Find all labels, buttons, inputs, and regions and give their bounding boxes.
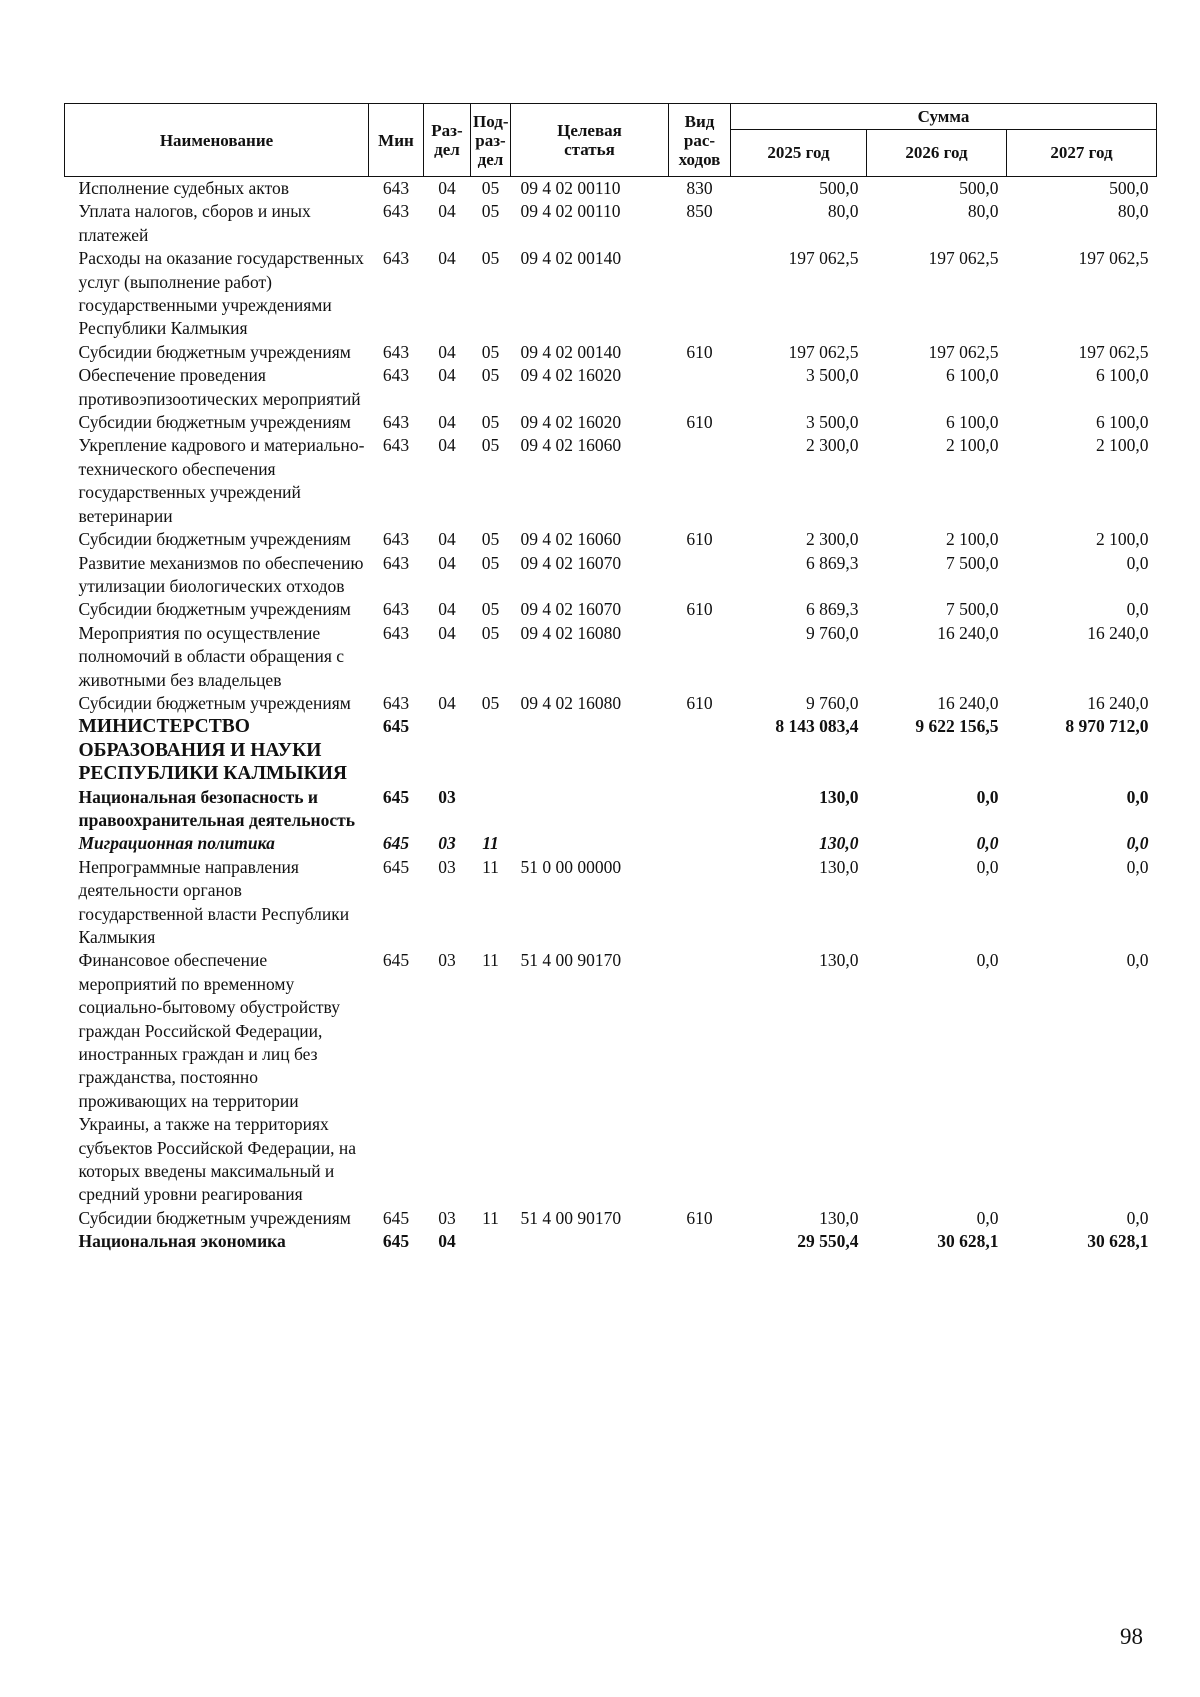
cell-vid-rashodov — [669, 552, 731, 599]
cell-vid-rashodov: 850 — [686, 201, 713, 222]
cell-min: 643 — [382, 201, 410, 222]
cell-sum-2025: 2 300,0 — [806, 529, 859, 550]
cell-podrazdel — [471, 1230, 511, 1253]
cell-vid-rashodov — [669, 1230, 731, 1253]
table-row — [65, 622, 1157, 692]
table-row — [65, 434, 1157, 528]
cell-sum-2026: 500,0 — [959, 178, 999, 198]
cell-podrazdel: 05 — [481, 622, 500, 643]
cell-celevaya-statya: 09 4 02 16060 — [520, 435, 622, 456]
cell-sum-2025: 197 062,5 — [788, 341, 859, 362]
cell-name: Субсидии бюджетным учреждениям — [78, 529, 351, 550]
cell-podrazdel: 05 — [481, 552, 500, 573]
cell-vid-rashodov — [669, 434, 731, 528]
table-row — [65, 341, 1157, 364]
cell-sum-2025: 130,0 — [819, 950, 859, 971]
cell-podrazdel: 05 — [481, 201, 500, 222]
cell-min: 643 — [382, 552, 410, 573]
cell-vid-rashodov — [669, 247, 731, 341]
cell-name: Субсидии бюджетным учреждениям — [78, 341, 351, 362]
cell-sum-2025: 6 869,3 — [806, 599, 859, 620]
header-year-2027: 2027 год — [1007, 129, 1157, 176]
cell-podrazdel: 05 — [481, 248, 500, 269]
cell-razdel: 04 — [438, 201, 456, 222]
cell-podrazdel: 05 — [481, 435, 500, 456]
table-row — [65, 411, 1157, 434]
cell-vid-rashodov — [669, 786, 731, 833]
cell-name: МИНИСТЕРСТВО ОБРАЗОВАНИЯ И НАУКИ РЕСПУБЛИКИ КАЛМЫКИЯ — [78, 716, 347, 785]
cell-sum-2026: 0,0 — [976, 786, 999, 807]
cell-sum-2026: 6 100,0 — [946, 365, 999, 386]
header-year-2025: 2025 год — [731, 129, 867, 176]
cell-sum-2026: 9 622 156,5 — [915, 716, 999, 737]
cell-name: Миграционная политика — [78, 833, 275, 854]
cell-sum-2026: 2 100,0 — [946, 529, 999, 550]
cell-name: Непрограммные направления деятельности органов государственной власти Республики Калмыкия — [78, 856, 350, 947]
cell-min: 645 — [382, 1231, 410, 1252]
cell-sum-2025: 3 500,0 — [806, 412, 859, 433]
cell-min: 645 — [382, 950, 410, 971]
cell-sum-2026: 197 062,5 — [928, 248, 999, 269]
cell-min: 643 — [382, 435, 410, 456]
cell-vid-rashodov — [669, 949, 731, 1206]
cell-sum-2025: 3 500,0 — [806, 365, 859, 386]
cell-celevaya-statya: 51 0 00 00000 — [520, 856, 622, 877]
cell-podrazdel: 05 — [481, 341, 500, 362]
cell-sum-2025: 197 062,5 — [788, 248, 859, 269]
cell-razdel: 04 — [438, 552, 456, 573]
cell-min: 643 — [382, 248, 410, 269]
header-razdel: Раз- дел — [424, 104, 471, 177]
cell-sum-2025: 6 869,3 — [806, 552, 859, 573]
cell-min: 643 — [382, 341, 410, 362]
cell-celevaya-statya — [511, 832, 669, 855]
budget-table — [64, 103, 1157, 1254]
cell-sum-2027: 0,0 — [1126, 833, 1149, 854]
cell-sum-2026: 6 100,0 — [946, 412, 999, 433]
table-row — [65, 786, 1157, 833]
cell-min: 645 — [382, 833, 410, 854]
cell-sum-2026: 0,0 — [976, 950, 999, 971]
cell-sum-2026: 197 062,5 — [928, 341, 999, 362]
table-body — [65, 177, 1157, 1254]
header-name: Наименование — [65, 104, 369, 177]
cell-sum-2027: 2 100,0 — [1096, 529, 1149, 550]
cell-razdel: 04 — [438, 599, 456, 620]
cell-vid-rashodov: 610 — [686, 529, 713, 550]
cell-razdel: 04 — [438, 341, 456, 362]
cell-podrazdel: 05 — [481, 412, 500, 433]
cell-name: Мероприятия по осуществление полномочий в области обращения с животными без владельцев — [78, 622, 345, 690]
cell-sum-2027: 500,0 — [1109, 178, 1149, 198]
cell-name: Уплата налогов, сборов и иных платежей — [78, 201, 311, 245]
cell-sum-2025: 29 550,4 — [797, 1231, 859, 1252]
cell-sum-2027: 0,0 — [1126, 856, 1149, 877]
cell-sum-2025: 130,0 — [819, 833, 859, 854]
cell-min: 645 — [382, 716, 410, 737]
cell-vid-rashodov: 610 — [686, 1207, 713, 1228]
page-number: 98 — [1120, 1624, 1143, 1649]
cell-razdel: 04 — [438, 1231, 456, 1252]
cell-sum-2027: 8 970 712,0 — [1065, 716, 1149, 737]
cell-celevaya-statya: 09 4 02 16020 — [520, 412, 622, 433]
cell-sum-2026: 0,0 — [976, 856, 999, 877]
table-row — [65, 552, 1157, 599]
table-header — [65, 104, 1157, 177]
cell-vid-rashodov: 610 — [686, 599, 713, 620]
cell-name: Обеспечение проведения противоэпизоотических мероприятий — [78, 365, 361, 409]
cell-celevaya-statya: 09 4 02 16080 — [520, 692, 622, 713]
cell-podrazdel: 11 — [482, 950, 499, 971]
cell-name: Финансовое обеспечение мероприятий по временному социально-бытовому обустройству граждан Российской Федерации, иностранных граждан и лиц без гражданства, постоянно проживающих на территории Украины, а также на территориях субъектов Российской Федерации, на которых введены максимальный и средний уровни реагирования — [78, 950, 357, 1205]
cell-sum-2026: 7 500,0 — [946, 552, 999, 573]
cell-razdel: 03 — [438, 786, 456, 807]
cell-vid-rashodov: 830 — [686, 178, 713, 198]
header-min: Мин — [369, 104, 424, 177]
cell-sum-2025: 9 760,0 — [806, 622, 859, 643]
cell-podrazdel — [471, 715, 511, 785]
cell-vid-rashodov: 610 — [686, 412, 713, 433]
cell-sum-2026: 16 240,0 — [937, 692, 999, 713]
cell-min: 643 — [382, 692, 410, 713]
header-vid-rashodov: Вид рас- ходов — [669, 104, 731, 177]
cell-sum-2025: 130,0 — [819, 786, 859, 807]
cell-razdel: 04 — [438, 622, 456, 643]
cell-podrazdel: 05 — [481, 365, 500, 386]
cell-sum-2027: 0,0 — [1126, 950, 1149, 971]
cell-razdel: 04 — [438, 529, 456, 550]
table-row — [65, 949, 1157, 1206]
cell-sum-2026: 16 240,0 — [937, 622, 999, 643]
cell-sum-2027: 30 628,1 — [1087, 1231, 1149, 1252]
table-row — [65, 1207, 1157, 1230]
table-row — [65, 528, 1157, 551]
table-row — [65, 364, 1157, 411]
cell-name: Укрепление кадрового и материально-технического обеспечения государственных учреждений ветеринарии — [78, 435, 365, 526]
cell-celevaya-statya: 09 4 02 00140 — [520, 248, 622, 269]
cell-razdel: 03 — [438, 950, 456, 971]
cell-sum-2027: 2 100,0 — [1096, 435, 1149, 456]
table-row — [65, 598, 1157, 621]
cell-razdel: 04 — [438, 692, 456, 713]
cell-sum-2025: 80,0 — [827, 201, 859, 222]
table-row — [65, 1230, 1157, 1253]
cell-celevaya-statya — [511, 715, 669, 785]
table-row — [65, 692, 1157, 715]
cell-name: Расходы на оказание государственных услуг (выполнение работ) государственными учреждениями Республики Калмыкия — [78, 248, 364, 339]
cell-podrazdel: 05 — [481, 178, 500, 198]
cell-celevaya-statya — [511, 786, 669, 833]
table-row — [65, 200, 1157, 247]
cell-name: Субсидии бюджетным учреждениям — [78, 599, 351, 620]
cell-name: Исполнение судебных актов — [78, 178, 290, 198]
cell-sum-2025: 9 760,0 — [806, 692, 859, 713]
cell-vid-rashodov — [669, 364, 731, 411]
cell-sum-2026: 30 628,1 — [937, 1231, 999, 1252]
cell-sum-2027: 6 100,0 — [1096, 412, 1149, 433]
cell-celevaya-statya: 09 4 02 00140 — [520, 341, 622, 362]
cell-min: 643 — [382, 412, 410, 433]
cell-sum-2026: 0,0 — [976, 1207, 999, 1228]
cell-razdel: 04 — [438, 365, 456, 386]
cell-sum-2027: 197 062,5 — [1078, 341, 1149, 362]
cell-min: 643 — [382, 178, 410, 198]
cell-name: Субсидии бюджетным учреждениям — [78, 692, 351, 713]
cell-min: 643 — [382, 365, 410, 386]
cell-name: Субсидии бюджетным учреждениям — [78, 412, 351, 433]
cell-celevaya-statya: 09 4 02 00110 — [520, 178, 621, 198]
cell-vid-rashodov — [669, 715, 731, 785]
cell-celevaya-statya: 51 4 00 90170 — [520, 950, 622, 971]
cell-min: 643 — [382, 622, 410, 643]
cell-name: Национальная экономика — [78, 1231, 286, 1252]
cell-podrazdel: 05 — [481, 692, 500, 713]
cell-sum-2026: 2 100,0 — [946, 435, 999, 456]
cell-min: 645 — [382, 1207, 410, 1228]
cell-sum-2027: 0,0 — [1126, 552, 1149, 573]
cell-sum-2026: 0,0 — [976, 833, 999, 854]
cell-razdel: 03 — [438, 856, 456, 877]
cell-podrazdel: 05 — [481, 529, 500, 550]
cell-razdel: 04 — [438, 248, 456, 269]
cell-sum-2027: 0,0 — [1126, 1207, 1149, 1228]
cell-razdel: 04 — [438, 412, 456, 433]
cell-sum-2025: 130,0 — [819, 856, 859, 877]
cell-min: 643 — [382, 599, 410, 620]
table-row — [65, 177, 1157, 201]
cell-sum-2026: 80,0 — [967, 201, 999, 222]
cell-celevaya-statya — [511, 1230, 669, 1253]
cell-razdel — [424, 715, 471, 785]
cell-sum-2025: 500,0 — [819, 178, 859, 198]
cell-razdel: 03 — [438, 833, 456, 854]
cell-min: 645 — [382, 856, 410, 877]
cell-celevaya-statya: 09 4 02 00110 — [520, 201, 621, 222]
cell-name: Национальная безопасность и правоохранительная деятельность — [78, 786, 355, 830]
cell-sum-2027: 0,0 — [1126, 599, 1149, 620]
cell-min: 645 — [382, 786, 410, 807]
cell-vid-rashodov — [669, 856, 731, 950]
cell-celevaya-statya: 09 4 02 16080 — [520, 622, 622, 643]
cell-celevaya-statya: 09 4 02 16060 — [520, 529, 622, 550]
cell-celevaya-statya: 51 4 00 90170 — [520, 1207, 622, 1228]
cell-celevaya-statya: 09 4 02 16070 — [520, 552, 622, 573]
cell-sum-2025: 8 143 083,4 — [775, 716, 859, 737]
cell-sum-2027: 16 240,0 — [1087, 692, 1149, 713]
cell-sum-2027: 6 100,0 — [1096, 365, 1149, 386]
cell-min: 643 — [382, 529, 410, 550]
cell-name: Развитие механизмов по обеспечению утилизации биологических отходов — [78, 552, 364, 596]
cell-sum-2026: 7 500,0 — [946, 599, 999, 620]
cell-vid-rashodov — [669, 832, 731, 855]
table-row — [65, 832, 1157, 855]
header-celevaya-statya: Целевая статья — [511, 104, 669, 177]
cell-sum-2027: 197 062,5 — [1078, 248, 1149, 269]
cell-podrazdel: 05 — [481, 599, 500, 620]
table-row — [65, 247, 1157, 341]
cell-sum-2025: 130,0 — [819, 1207, 859, 1228]
cell-razdel: 04 — [438, 435, 456, 456]
cell-vid-rashodov — [669, 622, 731, 692]
cell-celevaya-statya: 09 4 02 16070 — [520, 599, 622, 620]
table-row — [65, 856, 1157, 950]
cell-sum-2027: 16 240,0 — [1087, 622, 1149, 643]
cell-vid-rashodov: 610 — [686, 692, 713, 713]
cell-podrazdel — [471, 786, 511, 833]
header-year-2026: 2026 год — [867, 129, 1007, 176]
cell-podrazdel: 11 — [482, 833, 499, 854]
cell-razdel: 04 — [438, 178, 456, 198]
cell-vid-rashodov: 610 — [686, 341, 713, 362]
table-row — [65, 715, 1157, 785]
cell-podrazdel: 11 — [482, 856, 499, 877]
cell-sum-2025: 2 300,0 — [806, 435, 859, 456]
header-summa: Сумма — [731, 104, 1157, 130]
cell-sum-2027: 0,0 — [1126, 786, 1149, 807]
header-podrazdel: Под- раз- дел — [471, 104, 511, 177]
cell-sum-2027: 80,0 — [1117, 201, 1149, 222]
cell-name: Субсидии бюджетным учреждениям — [78, 1207, 351, 1228]
cell-podrazdel: 11 — [482, 1207, 499, 1228]
cell-celevaya-statya: 09 4 02 16020 — [520, 365, 622, 386]
cell-razdel: 03 — [438, 1207, 456, 1228]
